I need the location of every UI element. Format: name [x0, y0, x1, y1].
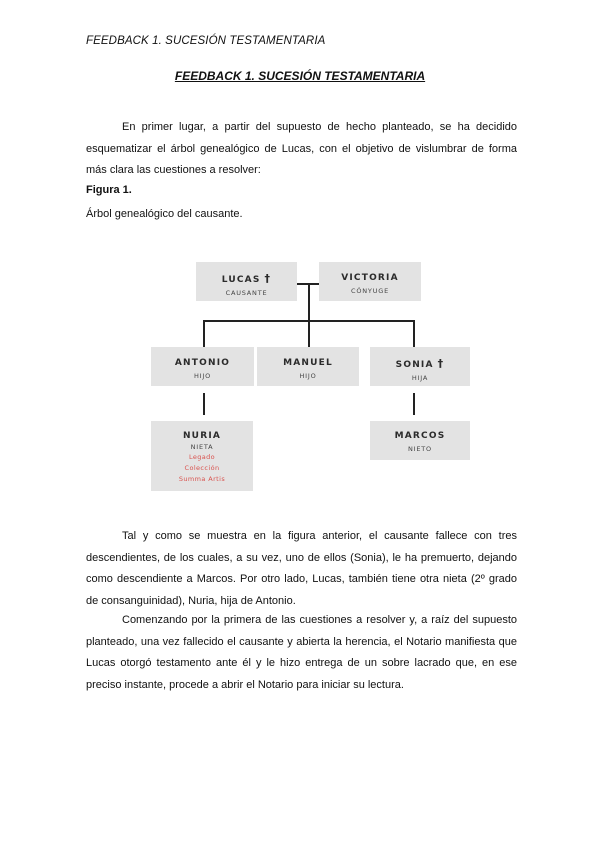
running-header: FEEDBACK 1. SUCESIÓN TESTAMENTARIA [86, 35, 326, 47]
antonio-role: HIJO [193, 372, 212, 380]
paragraph-2 [86, 526, 517, 612]
paragraph-3-text: Comenzando por la primera de las cuestiones a resolver y, a raíz del supuesto planteado, una vez fallecido el causante y abierta la herencia, el Notario manifiesta que Lucas otorgó testamento ante él y le hizo entrega de un sobre lacrado que, en ese preciso instante, procede a abrir el Notario para iniciar su lectura. [86, 614, 517, 691]
sonia-name-row [370, 357, 470, 370]
antonio-drop [203, 320, 205, 347]
marcos-role: NIETO [408, 445, 432, 453]
victoria-box [319, 262, 421, 301]
manuel-name: MANUEL [283, 358, 333, 368]
sonia-name: SONIA [395, 360, 434, 370]
nuria-box [151, 421, 253, 491]
lucas-role: CAUSANTE [225, 289, 268, 297]
marcos-box [370, 421, 470, 460]
deceased-cross-icon: † [437, 357, 445, 370]
spouse-connector [297, 283, 319, 285]
deceased-cross-icon: † [264, 272, 272, 285]
manuel-role: HIJO [299, 372, 317, 380]
nuria-note-summa-artis: Summa Artis [178, 475, 226, 483]
marcos-name: MARCOS [394, 431, 446, 441]
figure-caption: Árbol genealógico del causante. [86, 208, 243, 220]
manuel-box [257, 347, 359, 386]
intro-text: En primer lugar, a partir del supuesto de hecho planteado, se ha decidido esquematizar el árbol genealógico de Lucas, con el objetivo de vislumbrar de forma más clara las cuestiones a resolver: [86, 121, 517, 176]
antonio-name: ANTONIO [174, 358, 231, 368]
intro-paragraph [86, 117, 517, 182]
sonia-marcos-line [413, 393, 415, 415]
document-title: FEEDBACK 1. SUCESIÓN TESTAMENTARIA [174, 69, 426, 83]
nuria-name: NURIA [182, 431, 222, 441]
antonio-nuria-line [203, 393, 205, 415]
lucas-name-row [196, 272, 297, 285]
antonio-box [151, 347, 254, 386]
sonia-box [370, 347, 470, 386]
manuel-drop [308, 320, 310, 347]
victoria-role: CÓNYUGE [351, 287, 389, 295]
paragraph-3 [86, 610, 517, 696]
children-bar [203, 320, 414, 322]
nuria-note-coleccion: Colección [184, 464, 220, 472]
lucas-box [196, 262, 297, 301]
nuria-role: NIETA [190, 443, 214, 451]
sonia-drop [413, 320, 415, 347]
sonia-role: HIJA [411, 374, 429, 382]
paragraph-2-text: Tal y como se muestra en la figura anterior, el causante fallece con tres descendientes, de los cuales, a su vez, uno de ellos (Sonia), le ha premuerto, dejando como descendiente a Marcos. Por otro lado, Lucas, también tiene otra nieta (2º grado de consanguinidad), Nuria, hija de Antonio. [86, 530, 517, 607]
victoria-name: VICTORIA [341, 273, 399, 283]
trunk-line [308, 283, 310, 321]
nuria-note-legado: Legado [188, 453, 216, 461]
figure-label: Figura 1. [86, 184, 132, 196]
lucas-name: LUCAS [221, 275, 261, 285]
